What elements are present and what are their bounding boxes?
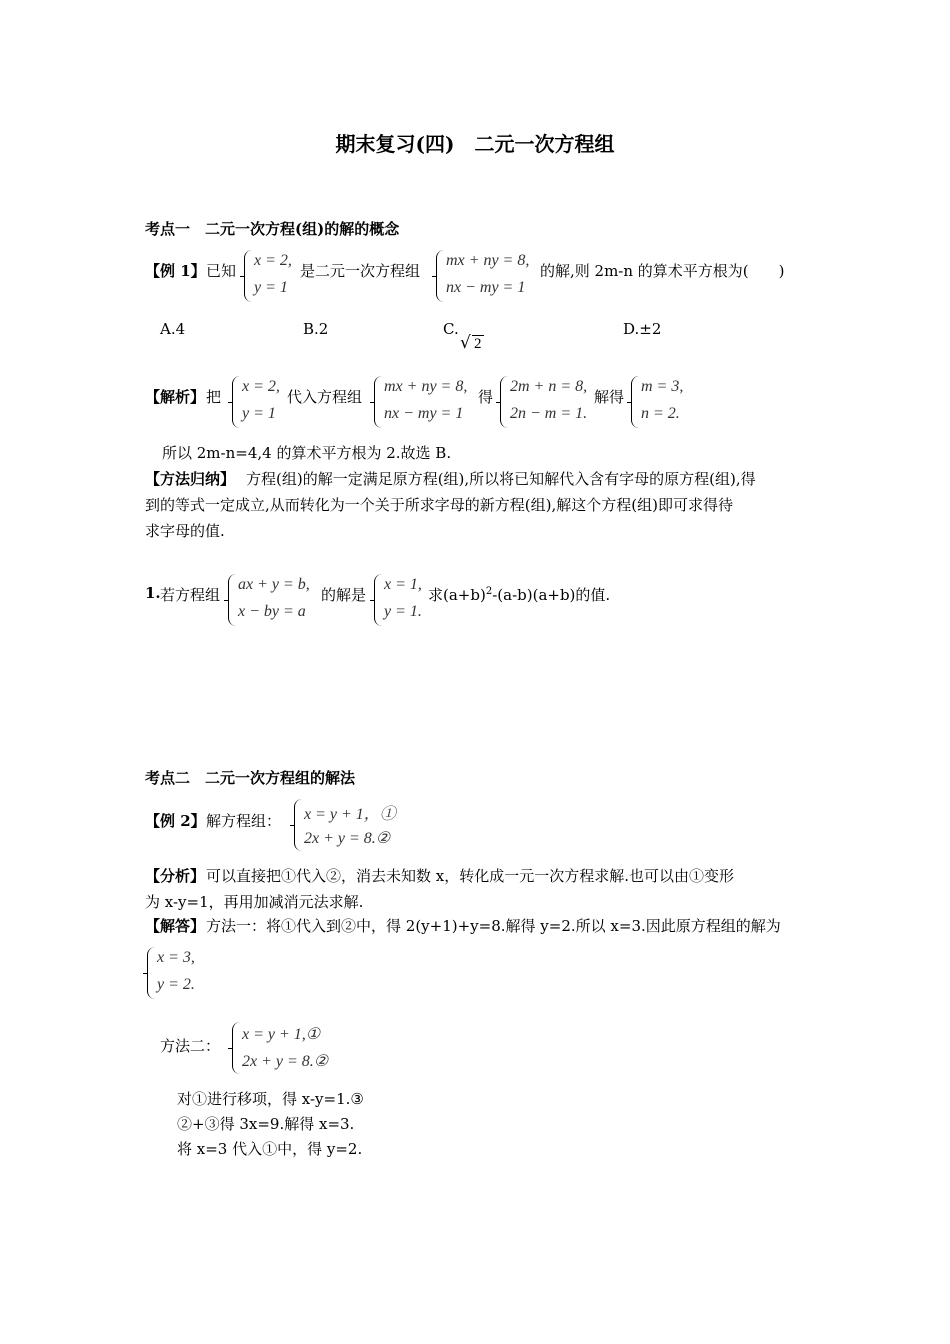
text: 的解是	[321, 586, 367, 604]
analysis-label: 【分析】	[145, 867, 206, 885]
equation-system: 2m + n = 8, 2n − m = 1.	[500, 376, 595, 428]
equation-system: ax + y = b, x − by = a	[228, 574, 328, 626]
equation-system: mx + ny = 8, nx − my = 1	[374, 376, 479, 428]
sqrt-symbol: √ 2	[460, 334, 484, 353]
text: 解方程组：	[206, 812, 282, 830]
text: 的解,则 2m-n 的算术平方根为( )	[540, 262, 785, 280]
equation-system: x = 3, y = 2.	[147, 947, 207, 999]
answer-line: 方法一：将①代入到②中，得 2(y+1)+y=8.解得 y=2.所以 x=3.因此原方程组的解为	[206, 917, 781, 935]
step-line: 将 x=3 代入①中，得 y=2.	[177, 1140, 363, 1158]
question-number: 1.	[145, 584, 161, 602]
option-d: D.±2	[623, 320, 662, 338]
option-b: B.2	[303, 320, 329, 338]
analysis-result: 所以 2m-n=4,4 的算术平方根为 2.故选 B.	[162, 444, 452, 462]
section-heading: 考点一 二元一次方程(组)的解的概念	[145, 220, 400, 238]
step-line: ②+③得 3x=9.解得 x=3.	[177, 1115, 355, 1133]
analysis-line: 为 x-y=1，再用加减消元法求解.	[145, 893, 364, 911]
equation-system: x = 2, y = 1	[244, 250, 299, 302]
equation-system: x = y + 1，① 2x + y = 8.②	[294, 799, 409, 851]
method-label: 【方法归纳】	[145, 470, 236, 488]
step-line: 对①进行移项，得 x-y=1.③	[177, 1090, 364, 1108]
analysis-line: 可以直接把①代入②，消去未知数 x，转化成一元一次方程求解.也可以由①变形	[206, 867, 734, 885]
method-2-label: 方法二：	[160, 1037, 221, 1055]
option-c: C.	[443, 320, 459, 338]
text: 得	[478, 388, 494, 406]
answer-label: 【解答】	[145, 917, 206, 935]
text: 代入方程组	[287, 388, 363, 406]
text: 求$(a+b)^2-(a-b)(a+b)$的值.	[428, 586, 611, 604]
equation-system: x = 2, y = 1	[232, 376, 287, 428]
text: 是二元一次方程组	[300, 262, 421, 280]
example-label: 【例 2】	[145, 812, 206, 830]
method-line: 到的等式一定成立,从而转化为一个关于所求字母的新方程(组),解这个方程(组)即可求得待	[145, 496, 733, 514]
example-label: 【例 1】	[145, 262, 206, 280]
equation-system: mx + ny = 8, nx − my = 1	[436, 250, 546, 302]
method-line: 求字母的值.	[145, 522, 225, 540]
equation-system: x = 1, y = 1.	[374, 574, 429, 626]
text: 解得	[594, 388, 625, 406]
page-title: 期末复习(四) 二元一次方程组	[335, 132, 615, 156]
equation-system: x = y + 1,① 2x + y = 8.②	[232, 1022, 347, 1074]
text: 若方程组	[160, 586, 221, 604]
text: 把	[206, 388, 222, 406]
option-a: A.4	[160, 320, 186, 338]
analysis-label: 【解析】	[145, 388, 206, 406]
text: 已知	[206, 262, 237, 280]
equation-system: m = 3, n = 2.	[631, 376, 691, 428]
section-heading: 考点二 二元一次方程组的解法	[145, 769, 356, 787]
method-line: 方程(组)的解一定满足原方程(组),所以将已知解代入含有字母的原方程(组),得	[246, 470, 756, 488]
